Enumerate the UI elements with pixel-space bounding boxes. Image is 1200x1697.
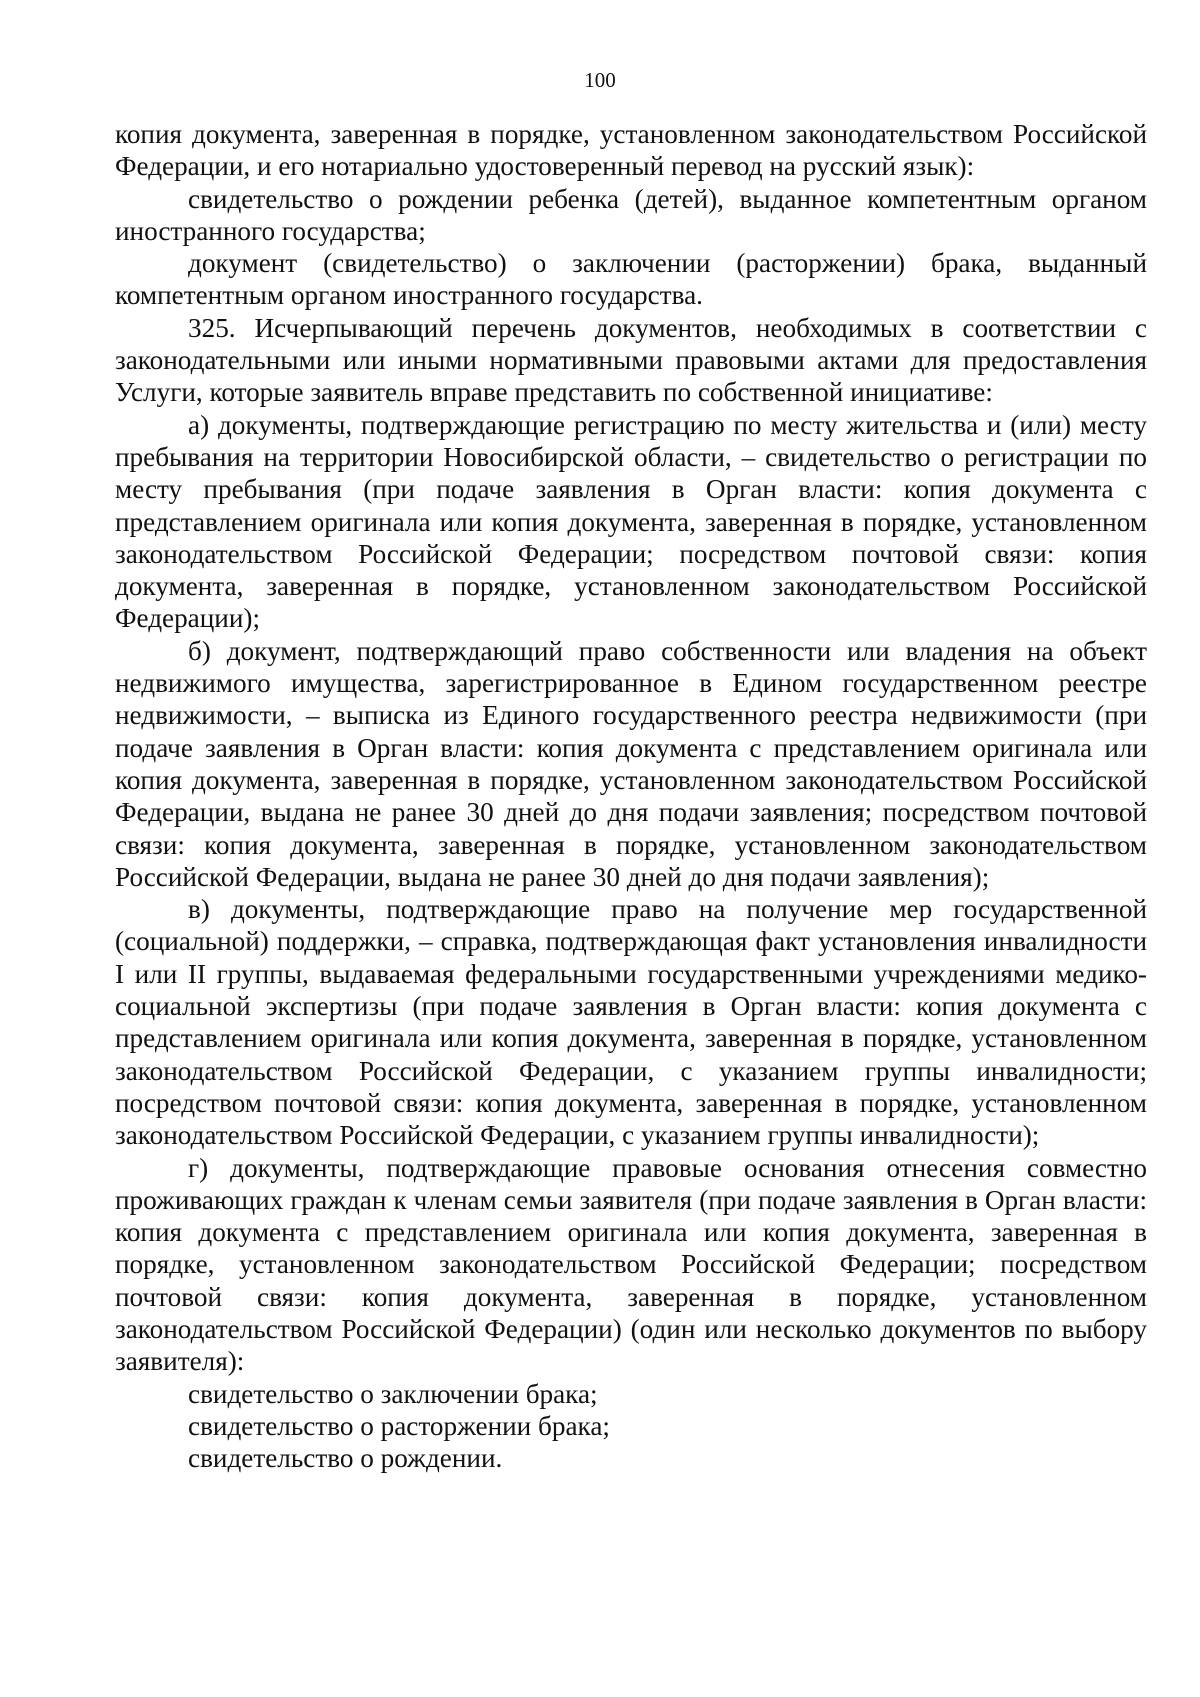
document-body bbox=[115, 118, 1147, 1474]
paragraph-item-g: г) документы, подтверждающие правовые основания отнесения совместно проживающих граждан к членам семьи заявителя (при подаче заявления в Орган власти: копия документа с представлением оригинала или копия документа, заверенная в порядке, установленном законодательством Российской Федерации; посредством почтовой связи: копия документа, заверенная в порядке, установленном законодательством Российской Федерации) (один или несколько документов по выбору заявителя): bbox=[115, 1152, 1147, 1377]
list-item-marriage-certificate: свидетельство о заключении брака; bbox=[188, 1378, 598, 1409]
paragraph-marriage-document: документ (свидетельство) о заключении (расторжении) брака, выданный компетентным органом иностранного государства. bbox=[115, 248, 1147, 311]
list-item-birth-certificate: свидетельство о рождении. bbox=[188, 1443, 503, 1474]
paragraph-325: 325. Исчерпывающий перечень документов, необходимых в соответствии с законодательными или иными нормативными правовыми актами для предоставления Услуги, которые заявитель вправе представить по собственной инициативе: bbox=[115, 312, 1147, 408]
page-number: 100 bbox=[584, 68, 616, 92]
paragraph-item-b: б) документ, подтверждающий право собственности или владения на объект недвижимого имущества, зарегистрированное в Едином государственном реестре недвижимости, – выписка из Единого государственного реестра недвижимости (при подаче заявления в Орган власти: копия документа с представлением оригинала или копия документа, заверенная в порядке, установленном законодательством Российской Федерации, выдана не ранее 30 дней до дня подачи заявления; посредством почтовой связи: копия документа, заверенная в порядке, установленном законодательством Российской Федерации, выдана не ранее 30 дней до дня подачи заявления); bbox=[115, 635, 1147, 892]
list-item-divorce-certificate: свидетельство о расторжении брака; bbox=[188, 1410, 610, 1441]
paragraph-item-a: а) документы, подтверждающие регистрацию по месту жительства и (или) месту пребывания на территории Новосибирской области, – свидетельство о регистрации по месту пребывания (при подаче заявления в Орган власти: копия документа с представлением оригинала или копия документа, заверенная в порядке, установленном законодательством Российской Федерации; посредством почтовой связи: копия документа, заверенная в порядке, установленном законодательством Российской Федерации); bbox=[115, 409, 1147, 634]
paragraph-continuation: копия документа, заверенная в порядке, установленном законодательством Российской Федерации, и его нотариально удостоверенный перевод на русский язык): bbox=[115, 119, 1147, 182]
paragraph-item-v: в) документы, подтверждающие право на получение мер государственной (социальной) поддержки, – справка, подтверждающая факт установления инвалидности I или II группы, выдаваемая федеральными государственными учреждениями медико-социальной экспертизы (при подаче заявления в Орган власти: копия документа с представлением оригинала или копия документа, заверенная в порядке, установленном законодательством Российской Федерации, с указанием группы инвалидности; посредством почтовой связи: копия документа, заверенная в порядке, установленном законодательством Российской Федерации, с указанием группы инвалидности); bbox=[115, 894, 1147, 1151]
paragraph-birth-certificate: свидетельство о рождении ребенка (детей), выданное компетентным органом иностранного государства; bbox=[115, 183, 1147, 246]
